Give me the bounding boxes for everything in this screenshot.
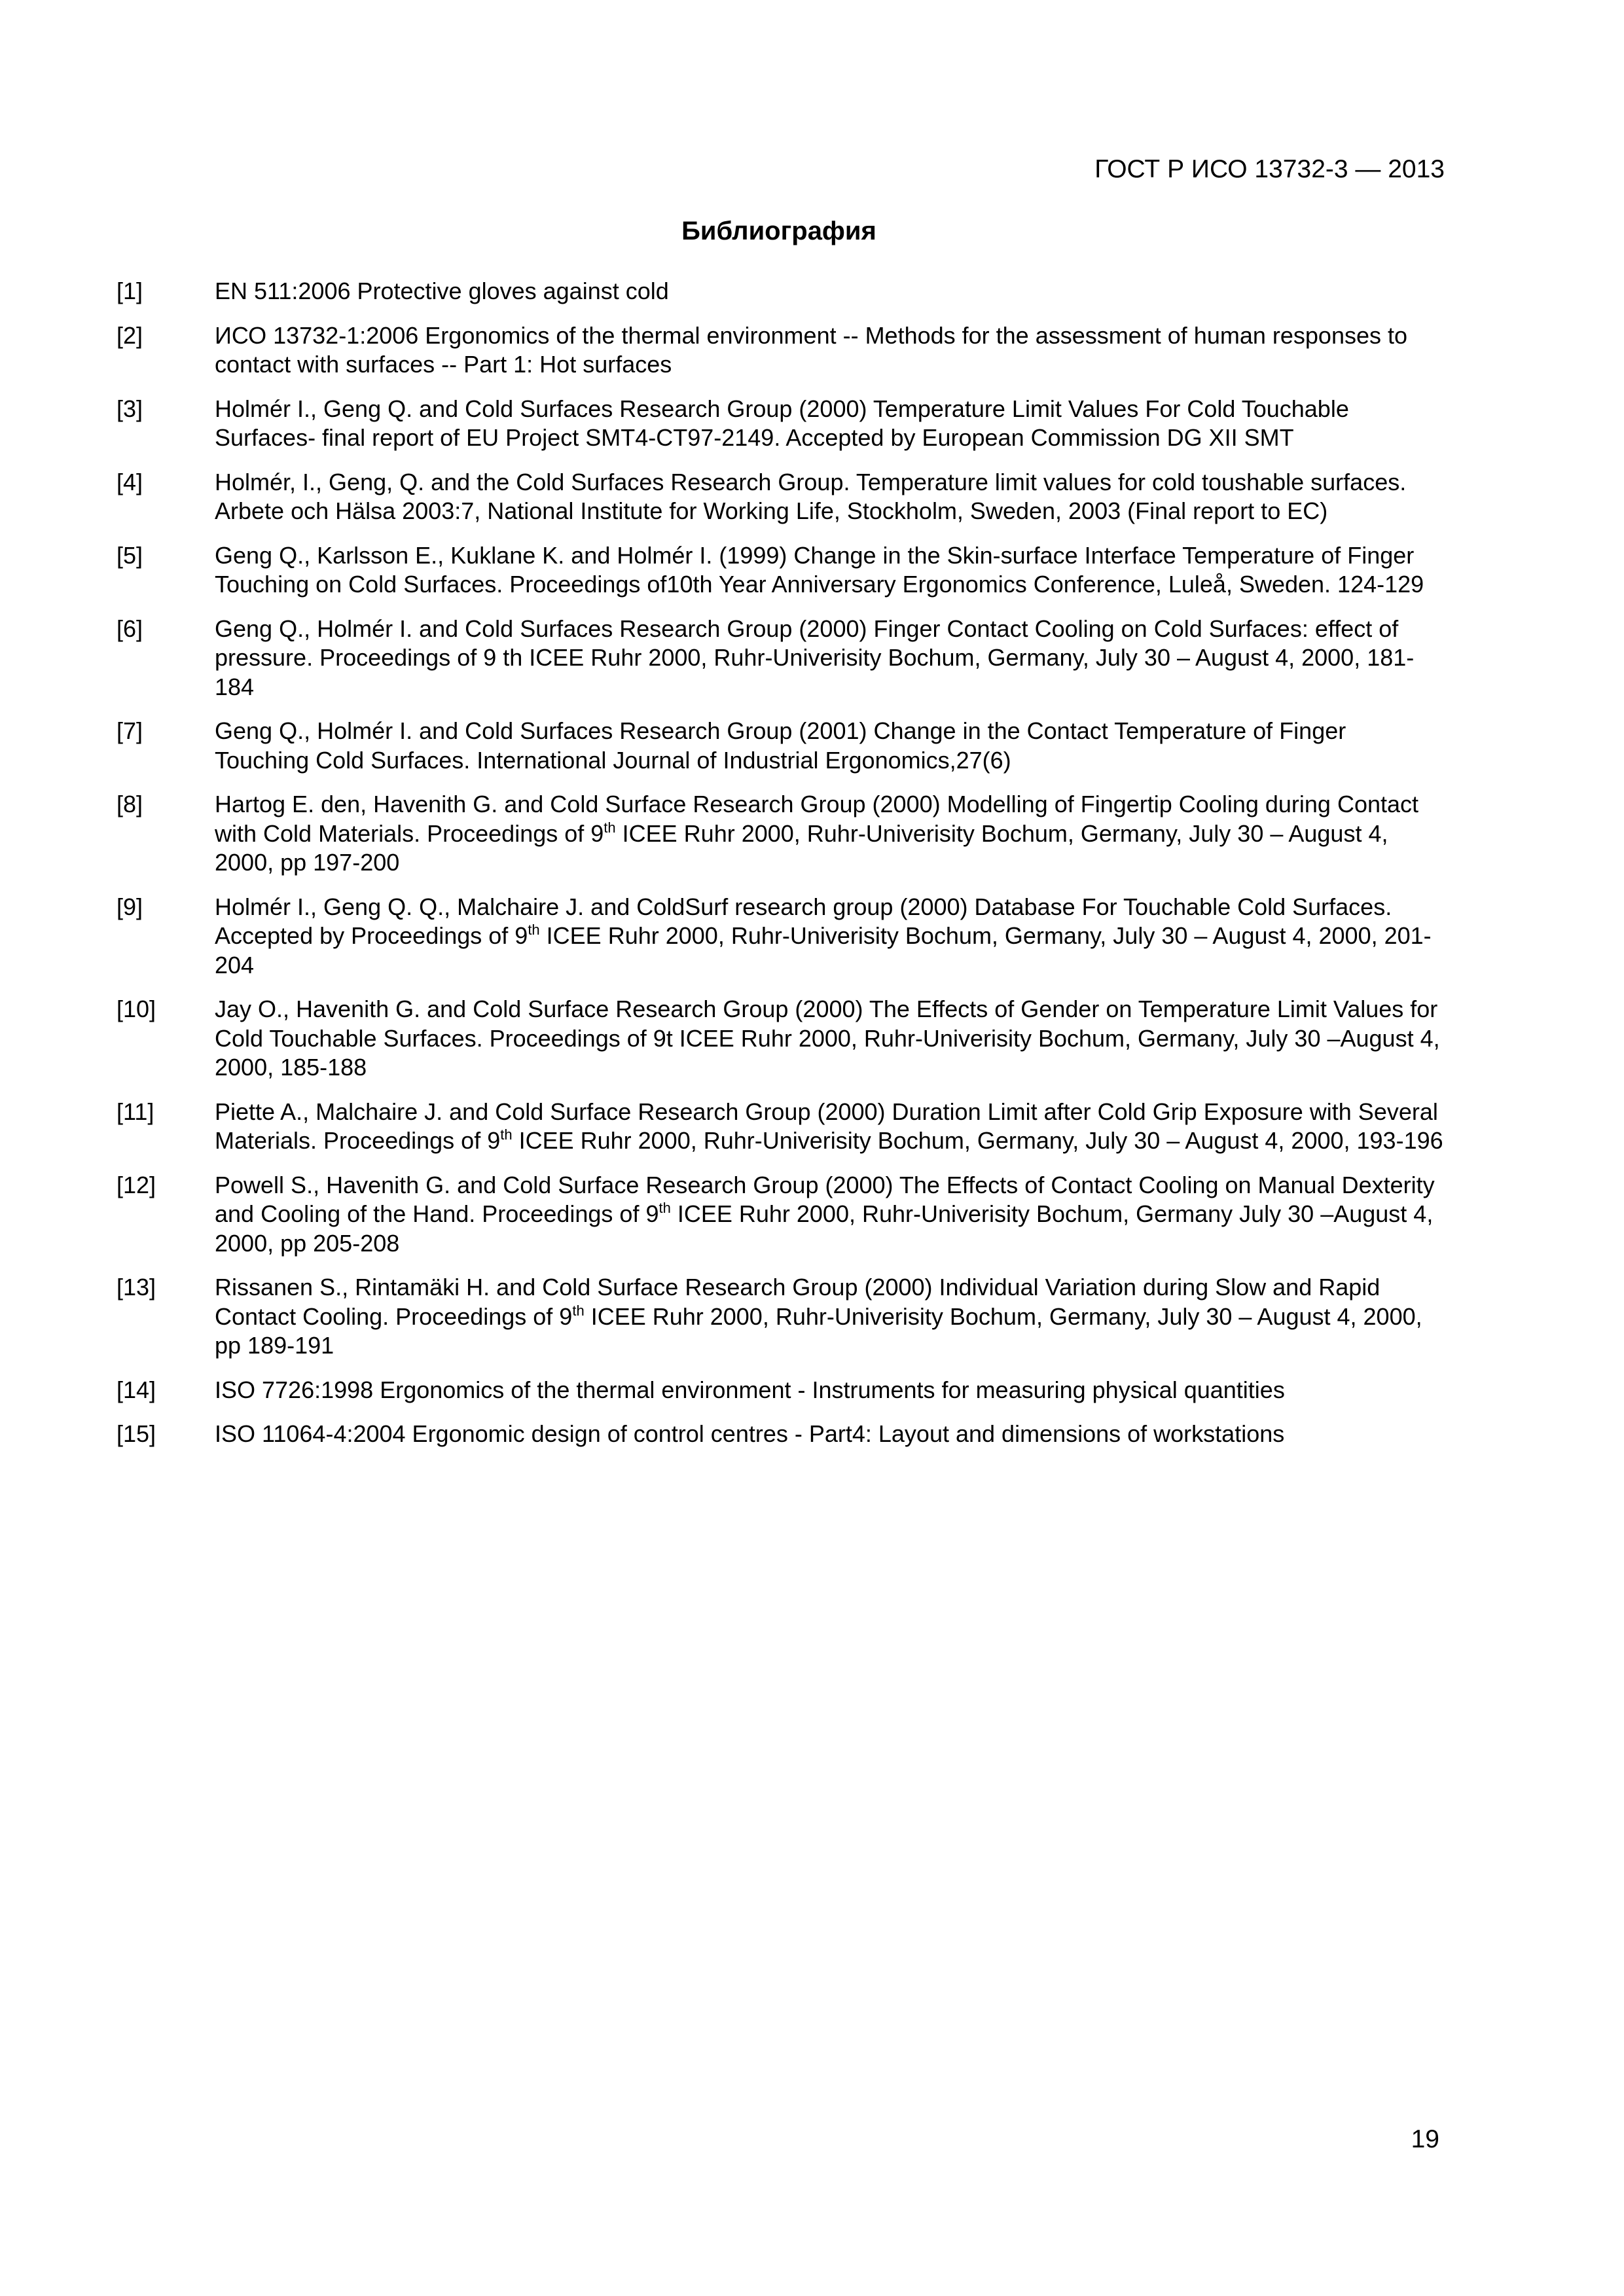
reference-text-part: ICEE Ruhr 2000, Ruhr-Univerisity Bochum, Germany July 30 –August 4, 2000, pp 205-208 xyxy=(215,1200,1434,1257)
reference-text: ИСО 13732-1:2006 Ergonomics of the thermal environment -- Methods for the assessment of human responses to contact with surfaces -- Part 1: Hot surfaces xyxy=(215,321,1408,378)
reference-text-part: ICEE Ruhr 2000, Ruhr-Univerisity Bochum, Germany, July 30 – August 4, 2000, 201-204 xyxy=(215,922,1432,978)
reference-number: [2] xyxy=(117,321,143,349)
reference-text: ISO 7726:1998 Ergonomics of the thermal environment - Instruments for measuring physical quantities xyxy=(215,1376,1285,1403)
reference-number: [14] xyxy=(117,1376,156,1403)
reference-text: Geng Q., Karlsson E., Kuklane K. and Holmér I. (1999) Change in the Skin-surface Interface Temperature of Finger Touching on Cold Surfaces. Proceedings of10th Year Anniversary Ergonomics Conference, Luleå, Sweden. 124-129 xyxy=(215,541,1424,598)
reference-text xyxy=(215,1273,1445,1361)
reference-number: [15] xyxy=(117,1420,156,1447)
ordinal-superscript: th xyxy=(659,1200,671,1216)
reference-item xyxy=(117,893,1445,980)
reference-text-part: ICEE Ruhr 2000, Ruhr-Univerisity Bochum, Germany, July 30 – August 4, 2000, 193-196 xyxy=(512,1127,1443,1154)
reference-item xyxy=(117,468,1445,526)
bibliography-title: Библиография xyxy=(681,217,876,245)
document-header: ГОСТ Р ИСО 13732-3 — 2013 xyxy=(1094,155,1445,183)
reference-item xyxy=(117,1171,1445,1259)
reference-item xyxy=(117,1376,1445,1405)
reference-number: [4] xyxy=(117,468,143,495)
reference-item xyxy=(117,1273,1445,1361)
reference-text xyxy=(215,1098,1445,1156)
ordinal-superscript: th xyxy=(572,1302,585,1319)
reference-text: Geng Q., Holmér I. and Cold Surfaces Research Group (2001) Change in the Contact Temperature of Finger Touching Cold Surfaces. International Journal of Industrial Ergonomics,27(6) xyxy=(215,717,1346,774)
reference-text xyxy=(215,790,1445,878)
reference-number: [3] xyxy=(117,395,143,422)
reference-text-part: Piette A., Malchaire J. and Cold Surface Research Group (2000) Duration Limit after Cold Grip Exposure with Several Materials. Proceedings of 9 xyxy=(215,1098,1438,1154)
ordinal-superscript: th xyxy=(500,1126,513,1143)
reference-text-part: ICEE Ruhr 2000, Ruhr-Univerisity Bochum, Germany, July 30 – August 4, 2000, pp 197-200 xyxy=(215,819,1388,876)
reference-item xyxy=(117,277,1445,306)
reference-text xyxy=(215,893,1445,980)
reference-number: [6] xyxy=(117,615,143,642)
reference-text: Holmér I., Geng Q. and Cold Surfaces Research Group (2000) Temperature Limit Values For Cold Touchable Surfaces- final report of EU Project SMT4-CT97-2149. Accepted by European Commission DG XII SMT xyxy=(215,395,1349,451)
reference-text xyxy=(215,1171,1445,1259)
reference-number: [1] xyxy=(117,278,143,304)
reference-item xyxy=(117,321,1445,380)
reference-list xyxy=(117,277,1445,1464)
reference-item xyxy=(117,615,1445,702)
page-number: 19 xyxy=(1411,2125,1439,2153)
reference-text-part: Rissanen S., Rintamäki H. and Cold Surface Research Group (2000) Individual Variation during Slow and Rapid Contact Cooling. Proceedings of 9 xyxy=(215,1274,1380,1330)
reference-number: [11] xyxy=(117,1098,154,1125)
reference-number: [9] xyxy=(117,893,143,920)
reference-number: [10] xyxy=(117,996,156,1022)
reference-item xyxy=(117,1098,1445,1156)
reference-text: ISO 11064-4:2004 Ergonomic design of control centres - Part4: Layout and dimensions of workstations xyxy=(215,1420,1285,1447)
reference-number: [8] xyxy=(117,791,143,817)
reference-text-part: Powell S., Havenith G. and Cold Surface Research Group (2000) The Effects of Contact Cooling on Manual Dexterity and Cooling of the Hand. Proceedings of 9 xyxy=(215,1171,1435,1227)
reference-item xyxy=(117,395,1445,453)
reference-number: [5] xyxy=(117,541,143,569)
reference-text: Geng Q., Holmér I. and Cold Surfaces Research Group (2000) Finger Contact Cooling on Cold Surfaces: effect of pressure. Proceedings of 9 th ICEE Ruhr 2000, Ruhr-Univerisity Bochum, Germany, July 30 – August 4, 2000, 181-184 xyxy=(215,615,1415,700)
reference-item xyxy=(117,790,1445,878)
reference-item xyxy=(117,717,1445,775)
reference-text: Jay O., Havenith G. and Cold Surface Research Group (2000) The Effects of Gender on Temperature Limit Values for Cold Touchable Surfaces. Proceedings of 9t ICEE Ruhr 2000, Ruhr-Univerisity Bochum, Germany, July 30 –August 4, 2000, 185-188 xyxy=(215,996,1440,1081)
reference-text: EN 511:2006 Protective gloves against cold xyxy=(215,278,669,304)
reference-number: [13] xyxy=(117,1274,156,1300)
reference-number: [12] xyxy=(117,1171,156,1198)
reference-text-part: Hartog E. den, Havenith G. and Cold Surface Research Group (2000) Modelling of Fingertip Cooling during Contact with Cold Materials. Proceedings of 9 xyxy=(215,791,1419,847)
reference-number: [7] xyxy=(117,717,143,744)
ordinal-superscript: th xyxy=(604,819,616,836)
reference-text-part: Holmér I., Geng Q. Q., Malchaire J. and ColdSurf research group (2000) Database For Touchable Cold Surfaces. Accepted by Proceedings of 9 xyxy=(215,893,1392,949)
reference-text-part: ICEE Ruhr 2000, Ruhr-Univerisity Bochum, Germany, July 30 – August 4, 2000, pp 189-191 xyxy=(215,1302,1422,1359)
reference-item xyxy=(117,541,1445,600)
reference-text: Holmér, I., Geng, Q. and the Cold Surfaces Research Group. Temperature limit values for cold toushable surfaces. Arbete och Hälsa 2003:7, National Institute for Working Life, Stockholm, Sweden, 2003 (Final report to EC) xyxy=(215,468,1407,524)
reference-item xyxy=(117,1420,1445,1449)
ordinal-superscript: th xyxy=(528,922,540,938)
reference-item xyxy=(117,995,1445,1083)
